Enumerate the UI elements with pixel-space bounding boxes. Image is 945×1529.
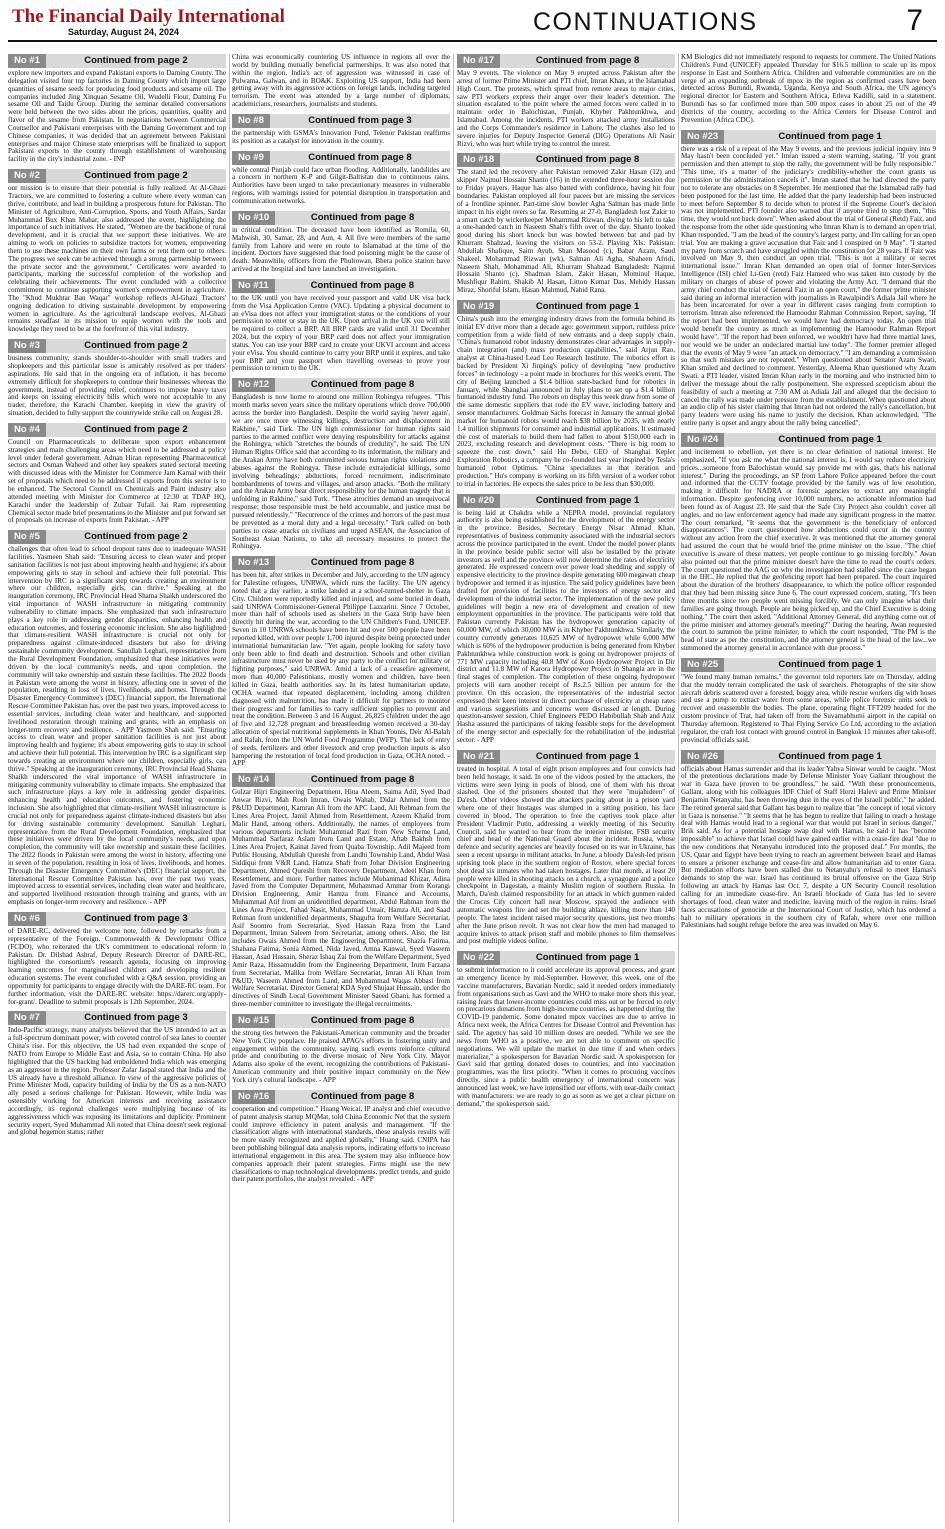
continued-from-label: Continued from page 3 <box>84 913 188 924</box>
continuation-article <box>681 130 936 428</box>
continuation-article <box>8 530 226 907</box>
article-body: May 9 events. The violence on May 9 erupted across Pakistan after the arrest of former Prime Minister and PTI chief, Imran Khan, at the Islamabad High Court. The protests, which spread from remote areas to major cities, saw PTI workers express their anger over their leader's detention. The situation escalated to the point where the armed forces were called in to maintain order in Balochistan, Punjab, Khyber Pakhtunkhwa, and Islamabad. Among the incidents, PTI workers attacked army installations and the Corps Commander's residence in Lahore. The clashes also led to severe injuries for Deputy Inspector General (DIG) Operations Ali Nasir Rizvi, who was hurt while trying to control the unrest. <box>457 69 675 148</box>
column-4 <box>681 54 936 1522</box>
article-body: Gulzar Hijri Engineering Department, Hina Aleem, Saima Adil, Syed Ibad Anwar Rizvi, Mah Rosh Imran, Owais Wahab, Didar Ahmed from the P&UD Department, Kamran Ali from the APC Land, Ali Rehman from the Lines Area Project, Jamil Ahmed from Resettlement, Azeem Khalid from Malir Hand, among others. Additionally, the names of employees from various departments include Muhammad Razi from New Scheme Land, Muhammad Sarfaraz Aslam from Land and Estate, Aftab Bakhsh from Lines Area Project, Kainat Javed from Quaba Township, Adil Majeed from Public Housing, Abdullah Qureshi from Landhi Township Land, Abdul Wasi Siddiqui from V&R Land, Hamza Shafi from Johar Division Engineering Department, Ahmed Qureshi from Recovery Department, Adeel Khan from Resettlement, and more. Further names include Muhammad Khizar, Adina Javed from the Computer Department, Muhammad Ammar from Korangi Division Engineering, Amir Hamza from Finance and Accounts, Muhammad Atif from an unidentified department, Abdul Rahman from the Lines Area Project, Fahad Nasir, Muhammad Umair, Hamza Ali, and Saad Rehman from unidentified departments, Shagufta from Welfare Secretariat, Asif Soomro from Secretariat, Syed Hassan Raza from the Land Department, Imran Saleem from Secretariat, among others. Also, the list includes Owais Ahmed from the Engineering Department, Shazia Fatima, Shabana Fatima, Sonia Ahmed, Nida Javed, Amna Kanwal, Syed Waseem Hassan, Asad Hussain, Sheraz Ishaq Zai from the Welfare Department, Syed Amir Raza, Hissamuddin from the Engineering Department, Irum Farzana from Secretariat, Malika from Welfare Secretariat, Imran Ali Khan from P&UD, Waseem Ahmed from Land, and Muhammad Waqas Abbasi from Welfare Secretariat. Director General KDA Syed Shujaat Hussain, under the directives of Sindh Local Government Minister Saeed Ghani, has formed a three-member committee to investigate the illegal recruitments. <box>232 788 450 1009</box>
article-header <box>8 339 226 353</box>
article-header <box>457 494 675 508</box>
article-header <box>681 433 936 447</box>
article-body: cooperation and competition." Huang Weicai, IP analyst and chief executive of patent analysis startup MQMat, told China Economic Net that the system could improve efficiency in patent analysis and management. "If the classification aligns with international standards, these analysis results will be more easily recognized and applied globally," Huang said. CNIPA has been publishing bilingual data analysis reports, indicating efforts to increase international engagement in this area. The system may also influence how companies approach their patent strategies. Firms might use the new classifications to map technological developments, predict trends, and guide their patent portfolios, the analyst revealed. - APP <box>232 1104 450 1184</box>
continued-from-label: Continued from page 8 <box>310 557 415 569</box>
article-header <box>232 1014 450 1028</box>
article-header <box>8 912 226 926</box>
column-3 <box>457 54 675 1522</box>
article-header <box>681 750 936 764</box>
continued-from-label: Continued from page 1 <box>778 433 882 445</box>
continued-from-label: Continued from page 2 <box>84 55 188 66</box>
continuation-article <box>8 423 226 525</box>
article-header <box>232 151 450 165</box>
continuation-article <box>457 494 675 745</box>
continuation-article <box>8 54 226 164</box>
article-body: challenges that often lead to school dropout rates due to inadequate WASH facilities. Yasmeen Shah said: "Ensuring access to clean water and proper sanitation facilities is not just about improving health and hygiene; it's about empowering girls to stay in school and achieve their full potential. This intervention by IRC is a significant step towards creating an environment where our children, especially girls, can thrive." Speaking at the inauguration ceremony, IRC Provincial Head Shama Shaikh underscored the vital importance of WASH infrastructure in mitigating community vulnerability to climate impacts. She emphasized that such infrastructure plays a key role in addressing gender disparities, enhancing health and education outcomes, and fostering economic inclusion. She also highlighted that climate-resilient WASH infrastructure is crucial not only for preparedness against climate-induced disasters but also for driving sustainable community development. Sanullah Leghari, representative from the Rural Development Foundation, emphasized that these initiatives were driven by the local community's needs, and upon completion, the community will take ownership and sustain these facilities. The 2022 floods in Pakistan were among the worst in history, affecting one in seven of the population, resulting in loss of lives, livelihoods, and homes. Through the Disaster Emergency Committee's (DEC) financial support, the International Rescue Committee Pakistan has, over the past two years, improved access to essential services, including clean water and healthcare, and supported livelihood restoration through training and grants, with an emphasis on longer-term recovery and resilience. - APP Yasmeen Shah said: "Ensuring access to clean water and proper sanitation facilities is not just about improving health and hygiene; it's about empowering girls to stay in school and achieve their full potential. This intervention by IRC is a significant step towards creating an environment where our children, especially girls, can thrive." Speaking at the inauguration ceremony, IRC Provincial Head Shama Shaikh underscored the vital importance of WASH infrastructure in mitigating community vulnerability to climate impacts. She emphasized that such infrastructure plays a key role in addressing gender disparities, enhancing health and education outcomes, and fostering economic inclusion. She also highlighted that climate-resilient WASH infrastructure is crucial not only for preparedness against climate-induced disasters but also for driving sustainable community development. Sanullah Leghari, representative from the Rural Development Foundation, emphasized that these initiatives were driven by the local community's needs, and upon completion, the community will take ownership and sustain these facilities. The 2022 floods in Pakistan were among the worst in history, affecting one in seven of the population, resulting in loss of lives, livelihoods, and homes. Through the Disaster Emergency Committee's (DEC) financial support, the International Rescue Committee Pakistan has, over the past two years, improved access to essential services, including clean water and healthcare, and supported livelihood restoration through training and grants, with an emphasis on longer-term recovery and resilience. - APP <box>8 545 226 907</box>
continuation-article <box>232 1090 450 1184</box>
continuation-article <box>232 114 450 146</box>
continuation-article <box>457 951 675 1108</box>
article-body: there was a risk of a repeat of the May 9 events, and the previous judicial inquiry into 9 May hasn't been concluded yet." Imran issued a stern warning, stating, "If you grant permission and then attempt to stop the rally, the government will be fully responsible." "This time, it's a matter of the judiciary's credibility-whether the court grants us permission or the administration cancels it". Imran stated that he had directed the party not to tolerate any obstacles on 8 September. He mentioned that the Islamabad rally had been postponed for the last time. He added that the party leadership had been instructed to meet before September 8 to decide when to protest if the Supreme Court's decision was not implemented. PTI founder also warned that if anyone tried to stop them, "this time, they would not back down". When asked about the trial of General (Retd) Faiz, and the response from the other side questioning who Imran Khan is to demand an open trial, Khan responded, "I am the head of the country's largest party, and I'm calling for an open trial. You are making a grave accusation that Faiz and I conspired on 9 May". "I started my party from scratch and have struggled within the constitution for 28 years. If Faiz was involved on May 9, then conduct an open trial. "This is not a military or secret international issue." Imran Khan demanded an open trial of former Inter-Services Intelligence (ISI) chief Lt-Gen (retd) Faiz Hameed who was taken into custody by the military on charges of abuse of power and violating the Army Act. "I demand that the army chief conduct the trial of General Faiz in an open court," the former prime minister said during an informal interaction with journalists in Rawalpindi's Adiala Jail where he has been incarcerated for over a year in different cases ranging from corruption to terrorism. Imran also referenced the Hamoodur Rahman Commission Report, saying, "If the report had been implemented, we would have had democracy today. An open trial would benefit the country as much as implementing the Hamoodur Rahman Report would have". "If the report had been enforced, we wouldn't have had three martial laws, nor would we be under an undeclared martial law today". The former premier alleged that the events of May 9 were "an attack on democracy." "I am demanding a commission so that such mistakes are not repeated." When questioned about Senator Azam Swati, Khan smiled and declined to comment. Yesterday, Aleema Khan questioned why Azam Swati, a PTI leader, visited Imran Khan early in the morning and who instructed him to deliver the message about the rally postponement. She expressed scepticism about the feasibility of such a meeting at 7:30 AM at Adiala Jail and alleged that the decision to cancel the rally was made under pressure from the establishment. When questioned about an audio clip of his sister claiming that Imran had not ordered the rally's cancellation, but party leaders were using his name to justify the decision, Khan acknowledged, "The entire party is upset and angry about the rally being cancelled". <box>681 144 936 428</box>
article-body: our mission is to ensure that their potential is fully realized. At Al-Ghazi Tractors, we are committed to fostering a culture where every woman can thrive, contribute, and lead in building a prosperous future for Pakistan. The Minister of Agriculture, Anti-Corruption, Sports, and Youth Affairs, Sardar Muhammad Bux Khan Mahar, also addressed the event, highlighting the importance of such initiatives. He stated, "Women are the backbone of rural development, and it is crucial that we support these initiatives. We are aiming to work on policies to subsidize tractors for women, empowering them to use these machines on their own farms or rent them out to others. The progress we seek can be achieved through a strong partnership between the private sector and the government." Certificates were awarded to participants, marking the successful completion of the workshop and celebrating their achievements. The event concluded with a collective commitment to continue supporting women's empowerment in agriculture. The "Khud Mukhtar Ban Waqar" workshop reflects Al-Ghazi Tractors' ongoing dedication to driving sustainable development by empowering women in agriculture. As the agricultural landscape evolves, Al-Ghazi remains steadfast in its mission to equip women with the tools and knowledge they need to be at the forefront of this vital industry. <box>8 184 226 334</box>
article-number: No #23 <box>681 130 724 144</box>
continuation-article <box>457 153 675 295</box>
continued-from-label: Continued from page 8 <box>310 1014 415 1026</box>
article-body: China's push into the emerging industry draws from the formula behind its initial EV drive more than a decade ago: government support, ruthless price competition from a wide field of new entrants and a deep supply chain. "China's humanoid robot industry demonstrates clear advantages in supply-chain integration (and) mass production capabilities," said Arjun Rao, analyst at China-based Lead Leo Research Institute. The robotics effort is backed by President Xi Jinping's policy of developing "new productive forces" in technology - a point made in brochures for this week's event. The city of Beijing launched a $1.4 billion state-backed fund for robotics in January, while Shanghai announced in July plans to set up a $1.4 billion humanoid industry fund. The robots on display this week draw from some of the same domestic suppliers that rode the EV wave, including battery and sensor manufacturers. Goldman Sachs forecast in January the annual global market for humanoid robots would reach $38 billion by 2035, with nearly 1.4 million shipments for consumer and industrial applications. It estimated the cost of materials to build them had fallen to about $150,000 each in 2023, excluding research and development costs. "There is big room to squeeze the cost down," said Hu Debo, CEO of Shanghai Kepler Exploration Robotics, a company he co-founded last year inspired by Tesla's humanoid robot Optimus. "China specializes in that iteration and production." Hu's company is working on its fifth version of a worker robot to trial in factories. He expects the sales price to be less than $30,000. <box>457 314 675 488</box>
continuation-article <box>8 169 226 334</box>
article-number: No #2 <box>8 169 46 183</box>
article-number: No #9 <box>232 151 270 165</box>
continued-from-label: Continued from page 1 <box>778 130 882 142</box>
article-header <box>457 300 675 314</box>
page-number: 7 <box>906 4 923 37</box>
continued-from-label: Continued from page 2 <box>84 170 188 182</box>
article-header <box>681 658 936 672</box>
article-header <box>232 114 450 128</box>
article-body: to submit information to it could accelerate its approval process, and grant an emergency licence by mid-September. However, this week, one of the vaccine manufacturers, Bavarian Nordic, said it needed orders immediately from organisations such as Gavi and the WHO to make more shots this year, raising fears that lower-income countries could miss out or be forced to rely on precarious donations from high-income countries, as happened during the COVID-19 pandemic. Some donated mpox vaccines are due to arrive in Africa next week, the Africa Centres for Disease Control and Prevention has said. The agency has said 10 million doses are needed. "While we see the news from WHO as a positive, we are not able to comment on specific negotiations. We will update the market in due time if and when orders materialize," a spokesperson for Bavarian Nordic said. A spokesperson for Gavi said that getting donated doses to countries, and into vaccination programmes, was the first priority. "When it comes to procuring vaccines directly, since a public health emergency of international concern was announced last week, we have intensified our efforts, with near-daily contact with manufacturers: we are ready to go as soon as we get a clear picture on demand," the spokesperson said. <box>457 966 675 1108</box>
continued-from-label: Continued from page 8 <box>308 151 412 163</box>
article-body: Indo-Pacific strategy, many analysts believed that the US intended to act as a full-spectrum dominant power, with coveted control of sea lanes to counter China's rise. For this objective, the US had even expanded the scope of NATO from Europe to Middle East and Asia, so to contain China. He also highlighted that the US backing had emboldened India which was emerging as an aggressor in the region. Professor Zafar Jaspal stated that India and the US already have a threshold alliance. In view of the aggressive policies of Prime Minister Modi, capacity building of India by the US as a non-NATO ally posed a serious challenge for Pakistan. However, while India was ostensibly working for American interests and receiving assistance accordingly, its regional challenges were multiplying because of its aggressiveness which was exposing its limitations and duplicity. Prominent security expert, Syed Muhammad Ali noted that China doesn't seek regional and global hegemon status; rather <box>8 1026 226 1137</box>
continuation-article <box>232 773 450 1009</box>
column-1 <box>8 54 226 1522</box>
article-header <box>8 54 226 68</box>
article-body: and incitement to rebellion, yet there is no clear definition of national interest. He emphasized, "If you ask me what the national interest is, I would say reduce electricity prices...someone from Balochistan would say provide me with gas, that's his national interest." During the proceedings, an SP from Lahore Police appeared before the court and informed that the CCTV footage provided by the family was of low resolution, making it difficult for NADRA or forensic agencies to extract any meaningful information. Despite geofencing over 10,000 numbers, no actionable information had been found as of August 23. He said that the Safe City Project also couldn't cover all angles, and no law enforcement agency had made any significant progress in the matter. The court remarked, "It seems that the government is the beneficiary of enforced disappearances". The court questioned how abductions could occur in the country without any action from the chief executive. It was mentioned that the attorney general had assured the court that he would brief the prime minister on the issue. "The chief executive is aware of these matters, yet people continue to go missing forcibly." Awan also pointed out that the prime minister doesn't have the time to read the court's orders. The court questioned the AAG on why the investigation had stalled since the case began in the IHC. He replied that the geofencing report had been prepared. The court inquired about the duration of the brothers' disappearance, to which the police officer responded that they had been missing since June 6. The court expressed concern, stating, "It's been three months since two people went missing forcibly. We can only imagine what their families are going through. People are being picked up, and the Chief Executive is doing nothing." The court then asked, "Additional Attorney General, did anything come out of the prime minister and attorney general's meeting?" During the hearing, Awan requested the court to summon the prime minister, to which the court responded, "The PM is the head of state as per the constitution, and the attorney general is the head of the law...we summoned the attorney general in accordance with due process." <box>681 447 936 653</box>
continued-from-label: Continued from page 2 <box>84 531 188 543</box>
continuation-article <box>8 912 226 1006</box>
continued-from-label: Continued from page 8 <box>310 379 415 391</box>
article-body: is being laid at Chakdra while a NEPRA model, provincial regulatory authority is also being established for the development of the energy sector in the province. Besides, Secretary Energy Nisar Ahmad Khan, representatives of business community associated with the industrial sectors across the province participated in the event. Under the model power plants in the province beside public sector will also be installed by the private investors as well and the province will now determine the rates of electricity generated. He expressed concern over power load shedding and supply of expensive electricity to the province despite generating 600 megawatt cheap hydropower and termed it as injustice. The said policy guidelines have been drafted for provision of facilities to the investors of energy sector and development of the industrial sector. The implementation of the new policy guidelines will begin a new era of development and creation of new employment opportunities in the province. The participants were told that Pakistan currently Pakistan has the hydropower generation capacity of 60,000 MW, of which 30,000 MW is in Khyber Pakhtunkhwa. Similarly, the country currently generates 10,625 MW of hydropower while 6,000 MW which is 60% of the hydropower production is being generated from Khyber Pakhtunkhwa while construction work is going on hydropower projects of 771 MW capacity including 40.8 MW of Koto Hydropower Project in Dir district and 11.8 MW of Karora Hydropower Project in Shangla are in the final stages of completion. The completion of these ongoing hydropower projects will earn another receipt of Rs.2.5 billion per annum for the province. On this occasion, the representatives of the industrial sector expressed their keen interest in direct purchase of electricity at cheap rates and various suggestions and concerns were discussed at length. During question-answer session, Chief Engineers PEDO Habibullah Shah and Aziz Hasha assured the participants of taking feasible steps for the development of the energy sector and especially for the rehabilitation of the industrial sector. - APP <box>457 508 675 744</box>
article-number: No #19 <box>457 300 500 314</box>
continued-from-label: Continued from page 1 <box>535 300 640 312</box>
article-number: No #16 <box>232 1090 275 1104</box>
column-2 <box>232 54 450 1522</box>
article-body: Bangladesh is now home to around one million Rohingya refugees. "This month marks seven years since the military operations which drove 700,000 across the border into Bangladesh. Despite the world saying 'never again', we are once more witnessing killings, destruction and displacement in Rakhine," said Turk. The UN high commissioner for human rights said parties to the armed conflict were denying responsibility for attacks against the Rohingya, which "stretches the bounds of credulity", he said. The UN Human Rights Office said that according to its information, the military and the Arakan Army have both committed serious human rights violations and abuses against the Rohingya. These include extrajudicial killings, some involving beheadings; abductions, forced recruitment, indiscriminate bombardments of towns and villages, and arson attacks. "Both the military and the Arakan Army bear direct responsibility for the human tragedy that is unfolding in Rakhine," said Turk. "These atrocities demand an unequivocal response; those responsible must be held accountable, and justice must be pursued relentlessly." "Recurrence of the crimes and horrors of the past must be prevented as a moral duty and a legal necessity." Turk called on both parties to cease attacks on civilians and urged ASEAN, the Association of Southeast Asian Nations, to take all necessary measures to protect the Rohingya. <box>232 393 450 551</box>
continued-from-label: Continued from page 8 <box>310 1090 415 1102</box>
article-number: No #7 <box>8 1011 46 1025</box>
article-body: the partnership with GSMA's Innovation Fund, Telenor Pakistan reaffirms its position as a catalyst for innovation in the country. <box>232 128 450 145</box>
article-header <box>8 530 226 544</box>
article-number: No #24 <box>681 433 724 447</box>
newspaper-title: The Financial Daily International <box>12 6 285 27</box>
article-header <box>457 951 675 965</box>
article-number: No #8 <box>232 114 270 128</box>
article-header <box>232 378 450 392</box>
article-body: of DARE-RC, delivered the welcome note, followed by remarks from a representative of the Foreign, Commonwealth & Development Office (FCDO), who reiterated the UK's commitment to educational reform in Pakistan. Dr. Dilshad Ashraf, Deputy Research Director of DARE-RC, highlighted the consortium's research agenda, focusing on improving learning outcomes for marginalised children and developing resilient education systems. The event concluded with a Q&A session, providing an opportunity for participants to engage directly with the DARE-RC team. For further information, visit the DARE-RC website: https://darerc.org/apply-for-grant/. Deadline to submit proposals is 12th September, 2024. <box>8 927 226 1006</box>
continued-from-label: Continued from page 8 <box>310 774 415 786</box>
article-number: No #3 <box>8 339 46 353</box>
continuation-article <box>232 556 450 768</box>
continued-from-label: Continued from page 1 <box>535 494 640 506</box>
article-body: business community, stands shoulder-to-shoulder with small traders and shopkeepers and this particular issue is amicably resolved as per traders' aspirations. He said that in the ongoing era of inflation, it has become extremely difficult for shopkeepers to continue their businesses whereas the government, instead of providing relief, continues to impose heavy taxes and keeps on issuing electricity bills which were not acceptable to any trader, therefore, the Karachi Chamber, keeping in view the gravity of situation, decided to fully support the countrywide strike call on August 28. <box>8 354 226 418</box>
column-divider <box>678 54 679 1522</box>
continued-from-label: Continued from page 8 <box>535 55 640 66</box>
column-divider <box>229 54 230 1522</box>
article-number: No #17 <box>457 54 500 68</box>
continued-from-label: Continued from page 1 <box>535 750 640 762</box>
continuation-article <box>8 1011 226 1137</box>
article-header <box>457 750 675 764</box>
article-number: No #18 <box>457 153 500 167</box>
continuation-article <box>232 211 450 274</box>
continuation-article <box>457 54 675 148</box>
continuation-article <box>232 279 450 373</box>
article-header <box>457 153 675 167</box>
article-header <box>232 1090 450 1104</box>
article-header <box>8 423 226 437</box>
article-header <box>232 773 450 787</box>
masthead <box>8 4 937 42</box>
article-body: to the UK until you have received your passport and valid UK visa back from the Visa Application Centre (VAC). Updating a physical document to an eVisa does not affect your immigration status or the conditions of your permission to enter or stay in the UK. Upon arrival in the UK you will still be required to collect a BRP. All BRP cards are valid until 31 December 2024, but the expiry of your BRP card does not affect your immigration status. You can use your BRP card to create your UKVI account and access your eVisa. You should continue to carry your BRP until it expires, and take your BRP and your passport when travelling overseas to prove your permission to return to the UK. <box>232 293 450 373</box>
continued-from-label: Continued from page 2 <box>84 423 188 435</box>
article-number: No #13 <box>232 556 275 570</box>
article-number: No #14 <box>232 773 275 787</box>
continuation-article <box>8 339 226 418</box>
article-body: the strong ties between the Pakistani-American community and the broader New York City populace. He praised APAG's efforts in fostering unity and engagement within the community, saying such events reinforce cultural pride and contributing to the diverse mosaic of New York City. Mayor Adams also spoke of the event, recognizing the contributions of Pakistani-American community and their positive impact community on the New York city's cultural landscape. - APP <box>232 1028 450 1084</box>
continuation-article <box>232 378 450 551</box>
continuation-article <box>457 750 675 946</box>
continuation-article <box>681 54 936 125</box>
article-header <box>8 1011 226 1025</box>
continued-from-label: Continued from page 8 <box>310 279 415 291</box>
continued-from-label: Continued from page 3 <box>308 114 412 126</box>
article-header <box>232 279 450 293</box>
continuation-article <box>681 750 936 931</box>
article-number: No #10 <box>232 211 275 225</box>
article-header <box>681 130 936 144</box>
continued-from-label: Continued from page 8 <box>310 211 415 223</box>
article-body: in critical condition. The deceased have been identified as Romila, 60, Mahwish, 30, Samar, 28, and Aun, 4. All five were members of the same family from Lahore and were en route to Islamabad at the time of the incident. Doctors have suggested that food poisoning might be the cause of death. Meanwhile, officers from the Phulrowan, Bhera police station have arrived at the hospital and have launched an investigation. <box>232 225 450 274</box>
article-body: has been hit, after strikes in December and July, according to the UN agency for Palestine refugees, UNRWA, which runs the facility. The UN agency noted that a day earlier, a strike landed at a school-turned-shelter in Gaza City. Children were reportedly killed and injured, and some buried in death, said UNRWA Commissioner-General Philippe Lazzarini. Since 7 October, more than half of schools used as shelters in the Gaza Strip have been directly hit during the war, according to the UN Children's Fund, UNICEF. Seven in 10 UNRWA schools have been hit and over 500 people have been reported killed, with over people 1,700 injured despite being protected under international humanitarian law. "Yet again, people looking for safety have only been able to find death and destruction. Schools and other civilian infrastructure must never be used by any party to the conflict for military or fighting purposes," said UNRWA. Amid a lack of a ceasefire agreement, more than 40,000 Palestinians, mostly women and children, have been killed in Gaza, health authorities say. In its latest humanitarian update, OCHA warned that repeated displacement, including among children diagnosed with malnutrition, has made it difficult for partners to monitor their progress and for families to carry sufficient supplies to prevent and treat the condition. Between 3 and 16 August, 26,825 children under the age of five and 12,728 pregnant and breastfeeding women received a 30-day allocation of special nutritional supplements in Khan Younis, Deir Al-Balah and Rafah, from the UN World Food Programme (WFP). The lack of entry of seeds, fertilizers and other livestock and crop production inputs is also hampering the restoration of local food production in Gaza, OCHA noted. - APP <box>232 571 450 768</box>
continued-from-label: Continued from page 8 <box>535 154 640 166</box>
article-number: No #26 <box>681 750 724 764</box>
article-number: No #12 <box>232 378 275 392</box>
continuation-article <box>681 433 936 653</box>
article-header <box>457 54 675 68</box>
continued-from-label: Continued from page 1 <box>535 952 640 964</box>
article-number: No #22 <box>457 951 500 965</box>
article-number: No #1 <box>8 54 46 68</box>
article-body: China was economically countering US influence in regions all over the world by building mutually beneficial partnerships. It was also noted that within the region, India's act of aggression was witnessed in case of Pulwama, Galwan, and in BO&K. Exploiting US support, India had been getting away with its aggressive actions on foreign lands, including targeted terrorism. The event was attended by a large number of diplomats, academicians, researchers, journalists and students. <box>232 54 450 109</box>
continued-from-label: Continued from page 1 <box>778 658 882 670</box>
article-number: No #15 <box>232 1014 275 1028</box>
article-body: treated in hospital. A total of eight prison employees and four convicts had been held hostage, it said. In one of the videos posted by the attackers, the victims were seen lying in pools of blood, one of them with his throat slashed. One of the prisoners shouted that they were "mujahideen" of Da'esh. Other videos showed the attackers pacing about in a prison yard where one of their hostages was slumped in a sitting position, his face covered in blood. The operation to free the captives took place after President Vladimir Putin, addressing a weekly meeting of his Security Council, said he wanted to hear from the interior minister, FSB security chief and head of the National Guard about the incident. Russia, whose defence and security agencies are heavily focused on its war in Ukraine, has seen a recent upsurge in militant attacks. In June, a bloody Da'esh-led prison uprising took place in the southern region of Rostov, where special forces shot dead six inmates who had taken hostages. Later that month, at least 20 people were killed in shooting attacks on a church, a synagogue and a police checkpoint in Dagestan, a mainly Muslim region of southern Russia. In March, Da'esh claimed responsibility for an attack in which gunmen raided the Crocus City concert hall near Moscow, sprayed the audience with automatic weapons fire and set the building ablaze, killing more than 140 people. The latest incident raised major security questions, just two months after the June prison revolt. It was not clear how the men had managed to acquire knives to attack prison staff and mobile phones to film themselves and post multiple videos online. <box>457 764 675 946</box>
article-number: No #11 <box>232 279 275 293</box>
article-header <box>8 169 226 183</box>
article-body: The stand led the recovery after Pakistan removed Zakir Hasan (12) and skipper Najmul Hossain Shanto (16) in the extended three-hour session due to Friday prayers. Haque has also batted with confidence, having hit four boundaries. Pakistan employed all four pacers but are missing the services of a frontline spinner. Part-time slow bowler Agha Salman has made little impact in his eight overs so far. Resuming at 27-0, Bangladesh lost Zakir to a smart catch by wicketkeeper Mohammad Rizwan, diving to his left to take a one-handed catch in Naseem Shah's fifth over of the day. Shanto looked good during his short knock but was bowled between bat and pad by Khurram Shahzad, leaving the visitors on 53-2. Playing XIs: Pakistan: Abdullah Shafique, Saim Ayub, Shan Masood (c), Babar Azam, Saud Shakeel, Mohammad Rizwan (wk), Salman Ali Agha, Shaheen Afridi, Naseem Shah, Mohammad Ali, Khurram Shahzad Bangladesh: Najmul Hossain Shanto (c), Shadman Islam, Zakir Hasan, Mominul Haque, Mushfiqur Rahim, Shakib Al Hasan, Litton Kumar Das, Mehidy Hassan Miraz, Shoriful Islam, Hasan Mahmud, Nahid Rana. <box>457 168 675 295</box>
article-body: officials about Hamas surrender and that its leader Yahya Sinwar would be caught. "Most of the pretentious declarations made by Defense Minister Yoav Gallant throughout the war in Gaza have proven to be groundless," he said. "With these pronouncements, Gallant, along with his colleagues IDF Chief of Staff Herzi Halevi and Prime Minister Benjamin Netanyahu, has been throwing dust in the eyes of the Israeli public," he added. The retired general said that Gallant has begun to realize that "the concept of total victory in Gaza is nonsense." "It seems that he has begun to realize that failing to reach a hostage deal with Hamas would lead to a regional war that would put Israel in serious danger," Brik said. As for a potential hostage swap deal with Hamas, he said it has "become impossible" to achieve that Israel could have gained earlier with a cease-fire deal "due to the new conditions that Netanyahu introduced into the proposed deal." For months, the US, Qatar and Egypt have been trying to reach an agreement between Israel and Hamas to ensure a prisoner exchange and cease-fire and allow humanitarian aid to enter Gaza. But mediation efforts have been stalled due to Netanyahu's refusal to meet Hamas's demands to stop the war. Israel has continued its brutal offensive on the Gaza Strip following an attack by Hamas last Oct. 7, despite a UN Security Council resolution calling for an immediate cease-fire. An Israeli blockade of Gaza has led to severe shortages of food, clean water and medicine, leaving much of the region in ruins. Israel faces accusations of genocide at the International Court of Justice, which has ordered a halt to military operations in the southern city of Rafah, where over one million Palestinians had sought refuge before the area was invaded on May 6. <box>681 764 936 930</box>
continuation-article <box>232 151 450 206</box>
continuation-article <box>232 54 450 109</box>
continued-from-label: Continued from page 1 <box>778 750 882 762</box>
article-body: Council on Pharmaceuticals to deliberate upon export enhancement strategies and main challenging areas which need to be addressed at policy level under federal government. Adnan Hiran representing Pharmaceutical sectors and Osman Waheed and other key speakers stated sectoral meeting with discussed ideas with the Minister for Commerce Jam Kamal with their set of proposals which need to be addressed if exports from this sector is to be enhanced. The Sectoral Council on Chemicals and Paint industry also attended meeting with Minister for Commerce at 12:30 at TDAP HQ, Karachi under the leadership of Zubair Tufail. Jai Ram representing Chemical sector made brief presentations to the Minister and put forward set of proposals on increase of exports from Pakistan. - APP <box>8 437 226 525</box>
article-number: No #20 <box>457 494 500 508</box>
article-body: "We found many human remains," the governor told reporters late on Thursday, adding that the muddy terrain complicated the task of searchers. Photographs of the site show aircraft debris scattered over a forested, boggy area, while rescue workers dig with hoses and use a pump to extract water from some areas, while police forensic units seek to recover and reassemble the bodies. The plane, operating flight TFT209 headed for the custom province of Trat, had taken off from the Suvarnabhumi airport in the capital on Thursday afternoon. Registered to Thai Flying Service Co Ltd, according to the aviation regulator, the craft lost contact with ground control in Bangkok 11 minutes after take-off, provincial officials said. <box>681 672 936 744</box>
article-body: explore new importers and expand Pakistani exports to Daming County. The delegation visited four top factories in Daming County which import large quantities of sesame seeds for producing food products and sesame oil. The companies included Jing Xinquan Sesame Oil, Wudelli Flour, Daming Fu sesame Oil and Taidu Group. During the seminar detailed conversations were held between the two sides about the prices, quantities, quality and flavor of the sesame from Pakistan. In negotiations between Commercial Counsellor and Pakistani enterprises with the Daming Government and top Chinese companies, it was decided that an agreement between Pakistani enterprises and major Chinese state enterprises will be finalized to support Pakistani exports to the county through establishment of warehousing facility in the city's industrial zone. - INP <box>8 69 226 164</box>
continuation-article <box>232 1014 450 1085</box>
continuation-article <box>457 300 675 489</box>
article-body: while central Punjab could face urban flooding. Additionally, landslides are a concern in northern K-P and Gilgit-Baltistan due to continuous rains. Authorities have been urged to take precautionary measures in vulnerable regions, with warnings issued for potential disruption in transportation and communication networks. <box>232 165 450 205</box>
article-header <box>232 211 450 225</box>
continued-from-label: Continued from page 2 <box>84 340 188 352</box>
column-divider <box>453 54 454 1522</box>
continued-from-label: Continued from page 3 <box>84 1012 188 1024</box>
issue-date: Saturday, August 24, 2024 <box>68 27 180 37</box>
section-title: CONTINUATIONS <box>533 8 758 36</box>
article-number: No #4 <box>8 423 46 437</box>
article-number: No #6 <box>8 912 46 926</box>
article-number: No #21 <box>457 750 500 764</box>
article-number: No #5 <box>8 530 46 544</box>
article-header <box>232 556 450 570</box>
article-number: No #25 <box>681 658 724 672</box>
article-body: KM Biologics did not immediately respond to requests for comment. The United Nations Children's Fund (UNICEF) appealed Thursday for $16.5 million to scale up its mpox response in East and Southern Africa. Children and vulnerable communities are on the verge of an expanding outbreak of mpox in the region as confirmed cases have been detected across Burundi, Rwanda, Uganda, Kenya and South Africa, the UN agency's regional director for Eastern and Southern Africa, Etleva Kadilli, said in a statement. Burundi has so far confirmed more than 500 mpox cases in about 25 out of the 49 districts of the country, according to the Africa Centers for Disease Control and Prevention (Africa CDC). <box>681 54 936 124</box>
continuation-article <box>681 658 936 745</box>
